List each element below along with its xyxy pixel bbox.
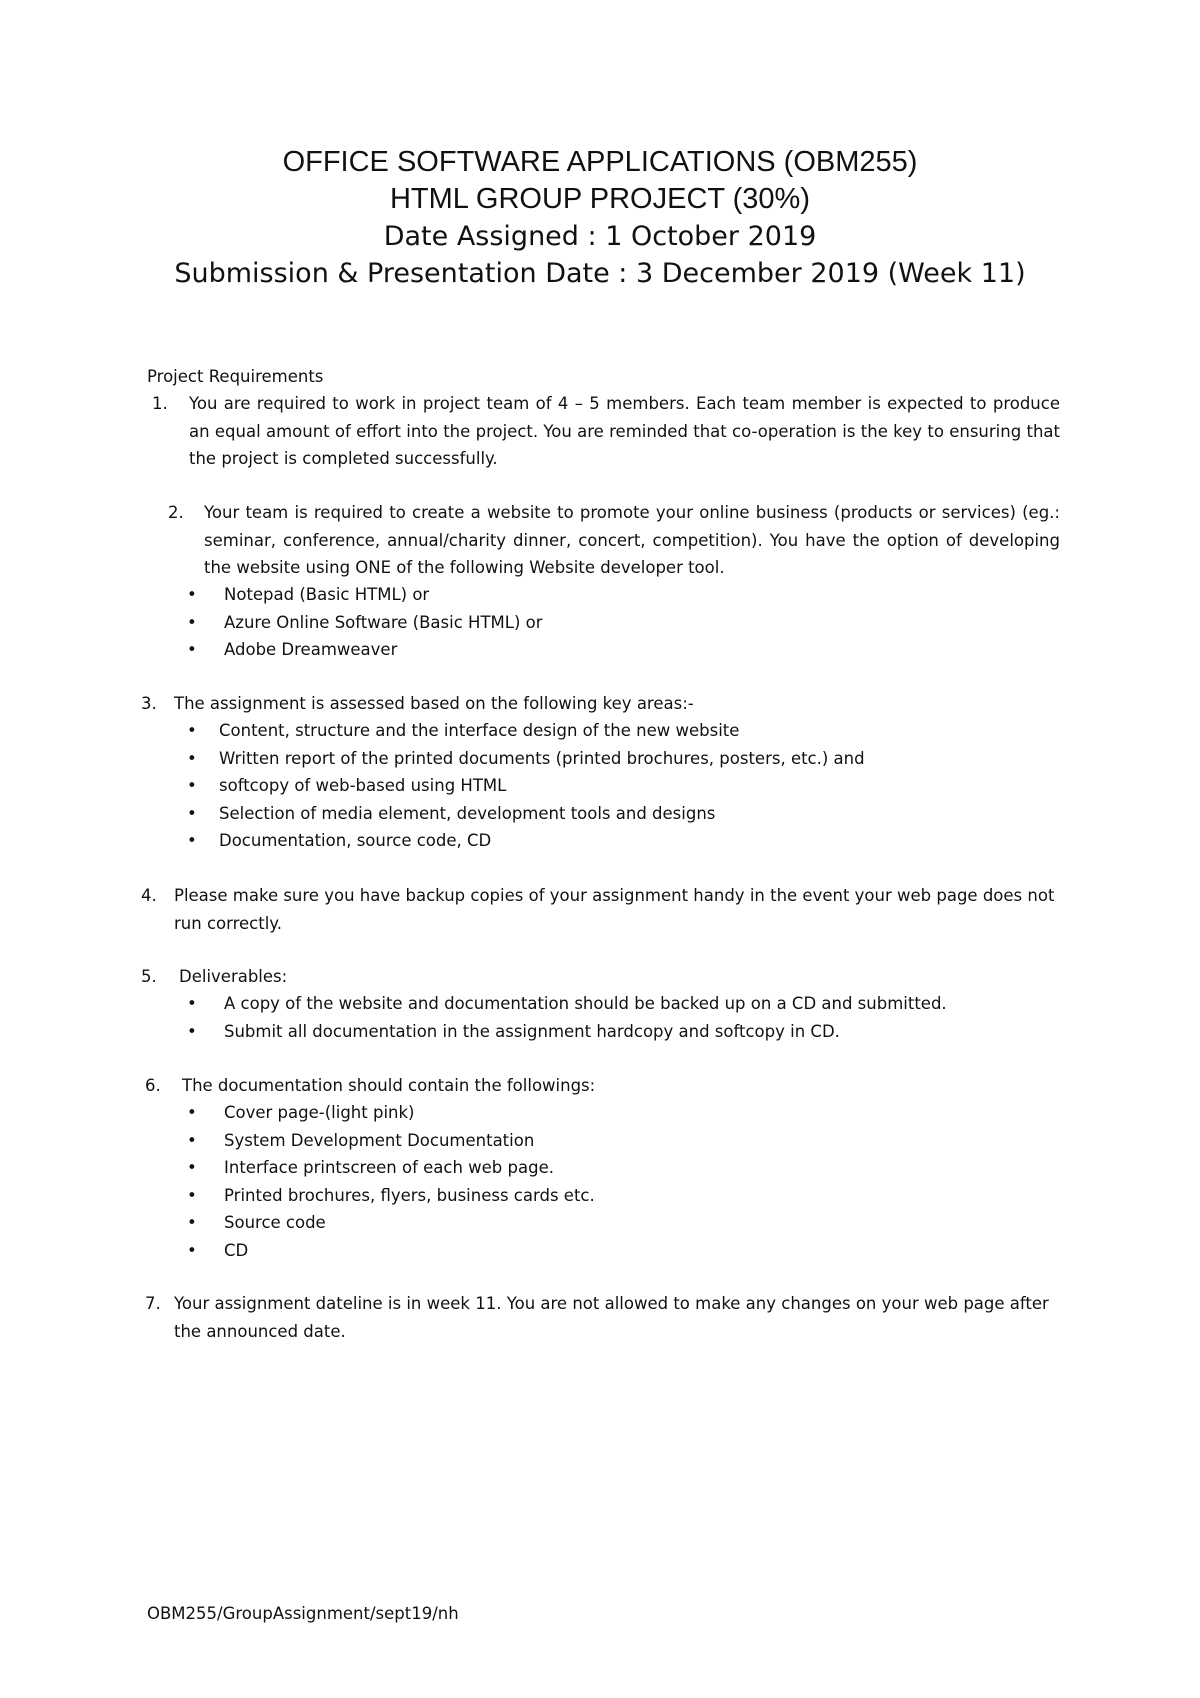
item-text: The documentation should contain the followings: — [182, 1076, 596, 1095]
bullet-icon: • — [187, 640, 197, 659]
bullet-icon: • — [187, 1158, 197, 1177]
item-number: 5. — [141, 967, 157, 986]
bullet-icon: • — [187, 1240, 197, 1260]
bullet-icon: • — [187, 1213, 197, 1232]
course-title: OFFICE SOFTWARE APPLICATIONS (OBM255) — [282, 146, 918, 178]
bullet-icon: • — [187, 994, 197, 1013]
item-number: 2. — [168, 503, 184, 522]
document-title — [130, 144, 1070, 292]
date-assigned: Date Assigned : 1 October 2019 — [383, 221, 817, 252]
bullet-icon: • — [187, 1130, 197, 1150]
bullet-icon: • — [187, 612, 197, 632]
bullet-icon: • — [187, 1185, 197, 1205]
page-footer: OBM255/GroupAssignment/sept19/nh — [147, 1604, 459, 1623]
bullet-icon: • — [187, 776, 197, 795]
item-number: 3. — [141, 694, 157, 713]
item-number: 6. — [145, 1076, 161, 1095]
item-number: 4. — [141, 886, 157, 905]
bullet-icon: • — [187, 585, 197, 604]
item-number: 7. — [145, 1294, 161, 1313]
requirements-heading: Project Requirements — [147, 367, 324, 386]
item-text: Deliverables: — [179, 967, 288, 986]
project-title: HTML GROUP PROJECT (30%) — [389, 183, 811, 215]
item-text: Your team is required to create a website to promote your online business (products or services) (eg.: seminar, conference, annual/charity dinner, concert, competition). You have the option of developing the website using ONE of the following Website developer tool. — [204, 503, 1060, 577]
bullet-icon: • — [187, 1103, 197, 1122]
item-text: The assignment is assessed based on the following key areas:- — [174, 694, 694, 713]
item-text: You are required to work in project team of 4 – 5 members. Each team member is expected to produce an equal amount of effort into the project. You are reminded that co-operation is the key to ensuring that the project is completed successfully. — [189, 394, 1060, 468]
item-text: Your assignment dateline is in week 11. You are not allowed to make any changes on your web page after the announced date. — [174, 1294, 1049, 1341]
bullet-icon: • — [187, 1021, 197, 1041]
item-text: Please make sure you have backup copies of your assignment handy in the event your web page does not run correctly. — [174, 886, 1055, 933]
bullet-icon: • — [187, 748, 197, 768]
document-page: OFFICE SOFTWARE APPLICATIONS (OBM255) HTML GROUP PROJECT (30%) Date Assigned : 1 October 2019 Submission & Presentation Date : 3 December 2019 (Week 11) Project Requirements 1. You are required to work in project team of 4 – 5 members. Each team member is expected to produce an equal amount of effort into the project. You are reminded that co-operation is the key to ensuring that the project is completed successfully. 2. Your team is required to create a website to promote your online business (products or services) (eg.: seminar, conference, annual/charity dinner, concert, competition). You have the option of developing the website using ONE of the following Website developer tool. • Notepad (Basic HTML) or • Azure Online Software (Basic HTML) or • Adobe Dreamweaver 3. The assignment is assessed based on the following key areas:- • Content, structure and the interface design of the new website • Written report of the printed documents (printed brochures, posters, etc.) and • softcopy of web-based using HTML • Selection of media element, development tools and designs • Documentation, source code, CD 4. Please make sure you have backup copies of your assignment handy in the event your web page does not run correctly. 5. Deliverables: • A copy of the website and documentation should be backed up on a CD and submitted. • Submit all documentation in the assignment hardcopy and softcopy in CD. 6. The documentation should contain the followings: • Cover page-(light pink) • System Development Documentation • Interface printscreen of each web page. • Printed brochures, flyers, business cards etc. • Source code • CD 7. Your assignment dateline is in week 11. You are not allowed to make any changes on your web page after the announced date. OBM255/GroupAssignment/sept19/nh — [0, 0, 1200, 1698]
item-number: 1. — [152, 394, 168, 413]
bullet-icon: • — [187, 831, 197, 850]
submission-date: Submission & Presentation Date : 3 December 2019 (Week 11) — [174, 258, 1026, 289]
bullet-icon: • — [187, 721, 197, 740]
bullet-icon: • — [187, 803, 197, 823]
